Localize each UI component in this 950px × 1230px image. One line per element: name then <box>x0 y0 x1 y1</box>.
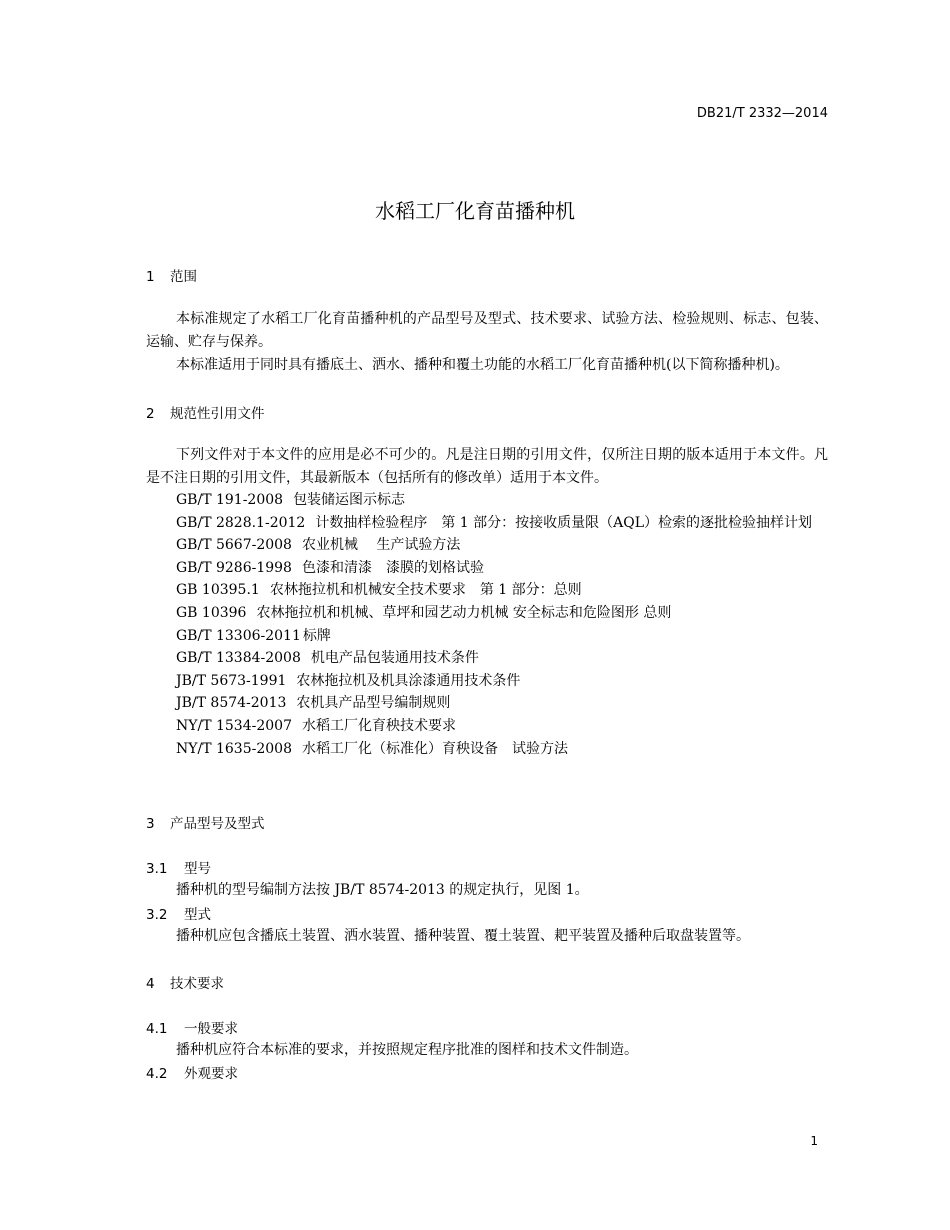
subsection-3-2-heading <box>146 903 211 923</box>
reference-title: 计数抽样检验程序 第 1 部分：按接收质量限（AQL）检索的逐批检验抽样计划 <box>315 514 813 531</box>
reference-item <box>176 557 828 580</box>
reference-code: GB/T 5667-2008 <box>176 537 292 554</box>
section-2-heading <box>146 402 265 422</box>
standard-code: DB21/T 2332—2014 <box>696 106 828 121</box>
reference-code: GB 10396 <box>176 604 247 621</box>
section-title: 范围 <box>170 269 197 285</box>
reference-item <box>176 738 828 761</box>
normative-reference-list <box>176 489 828 760</box>
subsection-4-1-text: 播种机应符合本标准的要求，并按照规定程序批准的图样和技术文件制造。 <box>176 1042 638 1058</box>
section-1-paragraph-1: 本标准规定了水稻工厂化育苗播种机的产品型号及型式、技术要求、试验方法、检验规则、标志、包装、运输、贮存与保养。 <box>146 311 828 350</box>
reference-code: JB/T 5673-1991 <box>176 672 287 689</box>
subsection-3-2-text: 播种机应包含播底土装置、洒水装置、播种装置、覆土装置、耙平装置及播种后取盘装置等。 <box>176 928 750 944</box>
subsection-3-1-heading <box>146 857 211 877</box>
subsection-4-1-heading <box>146 1017 238 1037</box>
subsection-title: 外观要求 <box>184 1066 238 1082</box>
section-title: 技术要求 <box>170 976 224 992</box>
subsection-4-2-heading <box>146 1062 238 1082</box>
reference-title: 农机具产品型号编制规则 <box>296 695 451 712</box>
subsection-title: 型式 <box>184 907 211 923</box>
subsection-number: 3.1 <box>146 861 168 877</box>
reference-title: 标牌 <box>302 627 331 644</box>
reference-code: GB/T 13384-2008 <box>176 650 301 667</box>
section-title: 产品型号及型式 <box>170 816 265 832</box>
section-number: 2 <box>146 406 155 422</box>
reference-title: 色漆和清漆 漆膜的划格试验 <box>301 559 484 576</box>
reference-title: 农业机械 生产试验方法 <box>301 537 461 554</box>
reference-code: JB/T 8574-2013 <box>176 695 287 712</box>
subsection-number: 4.2 <box>146 1066 168 1082</box>
reference-item <box>176 579 828 602</box>
reference-code: NY/T 1635-2008 <box>176 740 292 757</box>
reference-code: GB 10395.1 <box>176 582 260 599</box>
reference-title: 水稻工厂化育秧技术要求 <box>302 717 456 734</box>
section-3-heading <box>146 812 265 832</box>
reference-item <box>176 602 828 625</box>
subsection-number: 3.2 <box>146 907 168 923</box>
document-title: 水稻工厂化育苗播种机 <box>375 199 575 223</box>
section-number: 1 <box>146 269 155 285</box>
reference-title: 农林拖拉机和机械、草坪和园艺动力机械 安全标志和危险图形 总则 <box>256 604 672 621</box>
reference-title: 农林拖拉机及机具涂漆通用技术条件 <box>296 672 521 689</box>
reference-item <box>176 647 828 670</box>
reference-title: 农林拖拉机和机械安全技术要求 第 1 部分：总则 <box>269 582 582 599</box>
section-1-heading <box>146 265 197 285</box>
reference-title: 包装储运图示标志 <box>293 492 406 508</box>
reference-code: GB/T 2828.1-2012 <box>176 514 306 531</box>
subsection-3-1-text: 播种机的型号编制方法按 JB/T 8574-2013 的规定执行，见图 1。 <box>176 882 589 898</box>
subsection-number: 4.1 <box>146 1021 168 1037</box>
section-1-paragraph-2: 本标准适用于同时具有播底土、洒水、播种和覆土功能的水稻工厂化育苗播种机(以下简称播种机)。 <box>176 357 789 373</box>
reference-code: GB/T 9286-1998 <box>176 559 292 576</box>
section-title: 规范性引用文件 <box>170 406 265 422</box>
reference-title: 机电产品包装通用技术条件 <box>310 650 479 667</box>
section-2-paragraph-1: 下列文件对于本文件的应用是必不可少的。凡是注日期的引用文件，仅所注日期的版本适用于本文件。凡是不注日期的引用文件，其最新版本（包括所有的修改单）适用于本文件。 <box>146 447 828 486</box>
reference-item <box>176 625 828 648</box>
section-number: 4 <box>146 976 155 992</box>
reference-item <box>176 534 828 557</box>
reference-code: GB/T 191-2008 <box>176 492 284 508</box>
reference-item <box>176 692 828 715</box>
subsection-title: 型号 <box>184 861 211 877</box>
page-number: 1 <box>810 1134 818 1148</box>
reference-code: NY/T 1534-2007 <box>176 717 292 734</box>
reference-title: 水稻工厂化（标准化）育秧设备 试验方法 <box>302 740 568 757</box>
reference-item <box>176 715 828 738</box>
section-4-heading <box>146 972 224 992</box>
reference-item <box>176 489 828 512</box>
reference-item <box>176 512 828 535</box>
section-number: 3 <box>146 816 155 832</box>
reference-code: GB/T 13306-2011 <box>176 627 301 644</box>
subsection-title: 一般要求 <box>184 1021 238 1037</box>
reference-item <box>176 670 828 693</box>
